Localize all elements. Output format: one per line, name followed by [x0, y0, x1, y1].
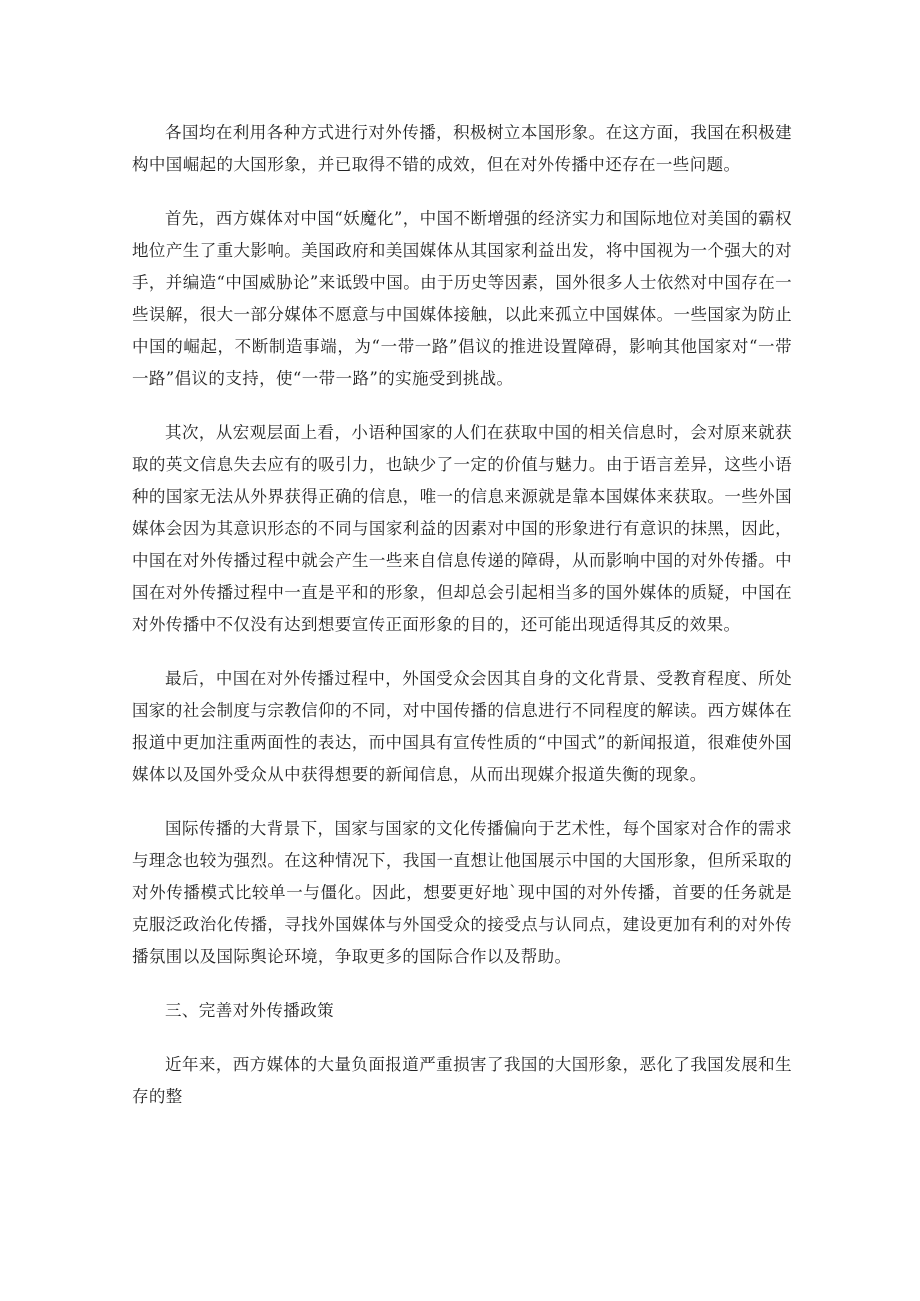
paragraph-second-point: 其次，从宏观层面上看，小语种国家的人们在获取中国的相关信息时，会对原来就获取的英文信息失去应有的吸引力，也缺少了一定的价值与魅力。由于语言差异，这些小语种的国家无法从外界获得正确的信息，唯一的信息来源就是靠本国媒体来获取。一些外国媒体会因为其意识形态的不同与国家利益的因素对中国的形象进行有意识的抹黑，因此，中国在对外传播过程中就会产生一些来自信息传递的障碍，从而影响中国的对外传播。中国在对外传播过程中一直是平和的形象，但却总会引起相当多的国外媒体的质疑，中国在对外传播中不仅没有达到想要宣传正面形象的目的，还可能出现适得其反的效果。 — [132, 423, 792, 634]
document-body — [132, 117, 792, 1135]
section-heading: 三、完善对外传播政策 — [165, 1001, 334, 1020]
paragraph-intro: 各国均在利用各种方式进行对外传播，积极树立本国形象。在这方面，我国在积极建构中国崛起的大国形象，并已取得不错的成效，但在对外传播中还存在一些问题。 — [132, 123, 792, 174]
paragraph-third-point: 最后，中国在对外传播过程中，外国受众会因其自身的文化背景、受教育程度、所处国家的社会制度与宗教信仰的不同，对中国传播的信息进行不同程度的解读。西方媒体在报道中更加注重两面性的表达，而中国具有宣传性质的“中国式”的新闻报道，很难使外国媒体以及国外受众从中获得想要的新闻信息，从而出现媒介报道失衡的现象。 — [132, 669, 792, 784]
paragraph-first-point: 首先，西方媒体对中国“妖魔化”，中国不断增强的经济实力和国际地位对美国的霸权地位产生了重大影响。美国政府和美国媒体从其国家利益出发，将中国视为一个强大的对手，并编造“中国威胁论”来诋毁中国。由于历史等因素，国外很多人士依然对中国存在一些误解，很大一部分媒体不愿意与中国媒体接触，以此来孤立中国媒体。一些国家为防止中国的崛起，不断制造事端，为“一带一路”倡议的推进设置障碍，影响其他国家对“一带一路”倡议的支持，使“一带一路”的实施受到挑战。 — [132, 209, 792, 388]
paragraph-background: 国际传播的大背景下，国家与国家的文化传播偏向于艺术性，每个国家对合作的需求与理念也较为强烈。在这种情况下，我国一直想让他国展示中国的大国形象，但所采取的对外传播模式比较单一与僵化。因此，想要更好地`现中国的对外传播，首要的任务就是克服泛政治化传播，寻找外国媒体与外国受众的接受点与认同点，建设更加有利的对外传播氛围以及国际舆论环境，争取更多的国际合作以及帮助。 — [132, 819, 792, 966]
paragraph-closing: 近年来，西方媒体的大量负面报道严重损害了我国的大国形象，恶化了我国发展和生存的整 — [132, 1055, 792, 1106]
